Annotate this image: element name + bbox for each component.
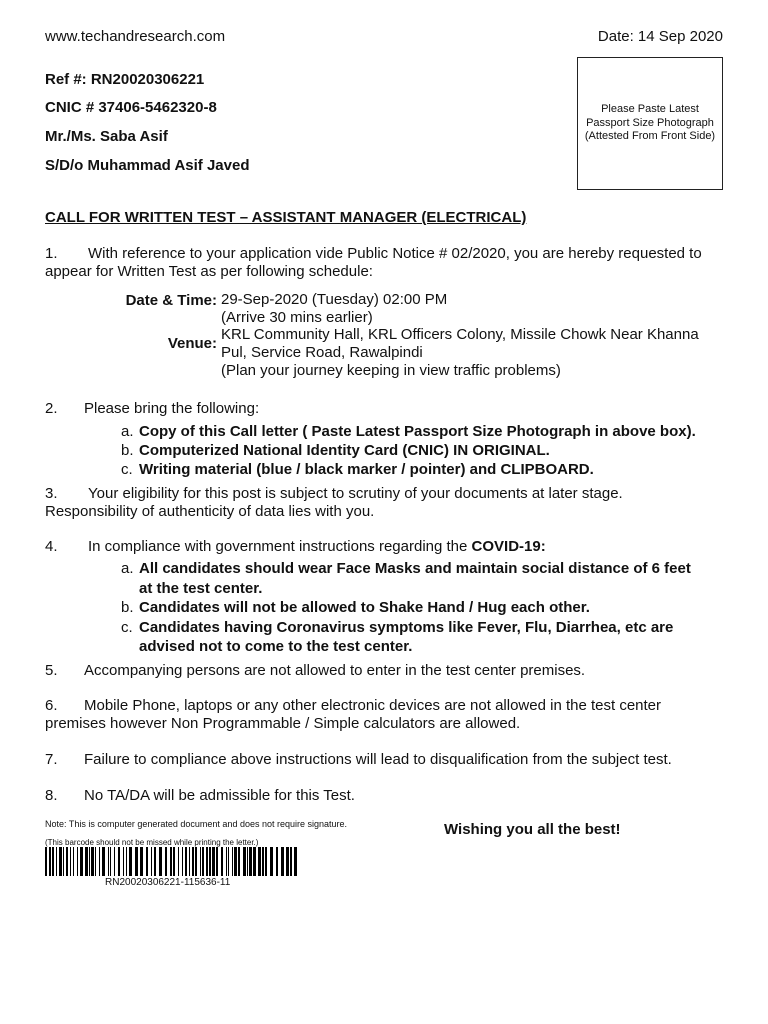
- item-4-intro: In compliance with government instructions regarding the: [88, 538, 468, 555]
- item-7-text: Failure to compliance above instructions will lead to disqualification from the subject test.: [84, 751, 672, 768]
- schedule-venue-label: Venue:: [167, 335, 217, 352]
- item-4b-text: Candidates will not be allowed to Shake Hand / Hug each other.: [139, 599, 590, 616]
- item-6-number: 6.: [45, 697, 58, 714]
- item-2b-marker: b.: [121, 442, 134, 459]
- item-3-line-2: Responsibility of authenticity of data lies with you.: [45, 503, 375, 520]
- item-2c-marker: c.: [121, 461, 133, 478]
- photo-box-line-2: Passport Size Photograph: [586, 116, 714, 129]
- photo-box-line-1: Please Paste Latest: [601, 103, 699, 116]
- item-1-line-2: appear for Written Test as per following schedule:: [45, 263, 373, 280]
- item-2-text: Please bring the following:: [84, 400, 260, 417]
- cnic-number: CNIC # 37406-5462320-8: [45, 99, 217, 116]
- footer-note: Note: This is computer generated document and does not require signature.: [45, 819, 348, 829]
- schedule-venue-note: (Plan your journey keeping in view traffic problems): [221, 362, 561, 379]
- schedule-datetime-value: 29-Sep-2020 (Tuesday) 02:00 PM: [221, 291, 448, 308]
- item-1-number: 1.: [45, 245, 58, 262]
- schedule-venue-line-1: KRL Community Hall, KRL Officers Colony, Missile Chowk Near Khanna: [221, 326, 699, 343]
- schedule-datetime-label: Date & Time:: [125, 292, 217, 309]
- item-2b-text: Computerized National Identity Card (CNIC) IN ORIGINAL.: [139, 442, 550, 459]
- closing-wish: Wishing you all the best!: [444, 821, 621, 838]
- item-6-line-1: Mobile Phone, laptops or any other electronic devices are not allowed in the test center: [84, 697, 662, 714]
- photo-box-line-3: (Attested From Front Side): [584, 130, 716, 143]
- item-4c-marker: c.: [121, 619, 133, 636]
- candidate-parent: S/D/o Muhammad Asif Javed: [45, 157, 250, 174]
- item-3-number: 3.: [45, 485, 58, 502]
- item-4a-marker: a.: [121, 560, 134, 577]
- item-4-number: 4.: [45, 538, 58, 555]
- item-8-number: 8.: [45, 787, 58, 804]
- item-5-number: 5.: [45, 662, 58, 679]
- item-1-line-1: With reference to your application vide Public Notice # 02/2020, you are hereby requested to: [88, 245, 702, 262]
- item-8-text: No TA/DA will be admissible for this Test.: [84, 787, 355, 804]
- item-4b-marker: b.: [121, 599, 134, 616]
- reference-number: Ref #: RN20020306221: [45, 71, 205, 88]
- candidate-name: Mr./Ms. Saba Asif: [45, 128, 168, 145]
- item-2c-text: Writing material (blue / black marker / pointer) and CLIPBOARD.: [139, 461, 594, 478]
- barcode-text: RN20020306221-115636-11: [105, 877, 231, 888]
- barcode-graphic: [45, 847, 300, 876]
- item-4c-line-2: advised not to come to the test center.: [139, 638, 413, 655]
- photo-paste-box: [577, 57, 723, 190]
- item-5-text: Accompanying persons are not allowed to enter in the test center premises.: [84, 662, 586, 679]
- item-4c-line-1: Candidates having Coronavirus symptoms like Fever, Flu, Diarrhea, etc are: [139, 619, 674, 636]
- website-url: www.techandresearch.com: [45, 28, 226, 45]
- barcode-note: (This barcode should not be missed while printing the letter.): [45, 838, 259, 847]
- item-4a-line-1: All candidates should wear Face Masks and maintain social distance of 6 feet: [139, 560, 691, 577]
- item-7-number: 7.: [45, 751, 58, 768]
- item-3-line-1: Your eligibility for this post is subject to scrutiny of your documents at later stage.: [88, 485, 623, 502]
- letter-title: CALL FOR WRITTEN TEST – ASSISTANT MANAGER (ELECTRICAL): [45, 209, 527, 226]
- barcode: [45, 847, 300, 876]
- item-2-number: 2.: [45, 400, 58, 417]
- item-4-text: [88, 537, 546, 556]
- item-6-line-2: premises however Non Programmable / Simple calculators are allowed.: [45, 715, 521, 732]
- item-2a-marker: a.: [121, 423, 134, 440]
- item-2a-text: Copy of this Call letter ( Paste Latest Passport Size Photograph in above box).: [139, 423, 696, 440]
- item-4a-line-2: at the test center.: [139, 580, 263, 597]
- item-4-covid: COVID-19:: [471, 538, 546, 555]
- letter-date: Date: 14 Sep 2020: [597, 28, 723, 45]
- schedule-arrive-note: (Arrive 30 mins earlier): [221, 309, 373, 326]
- schedule-venue-line-2: Pul, Service Road, Rawalpindi: [221, 344, 423, 361]
